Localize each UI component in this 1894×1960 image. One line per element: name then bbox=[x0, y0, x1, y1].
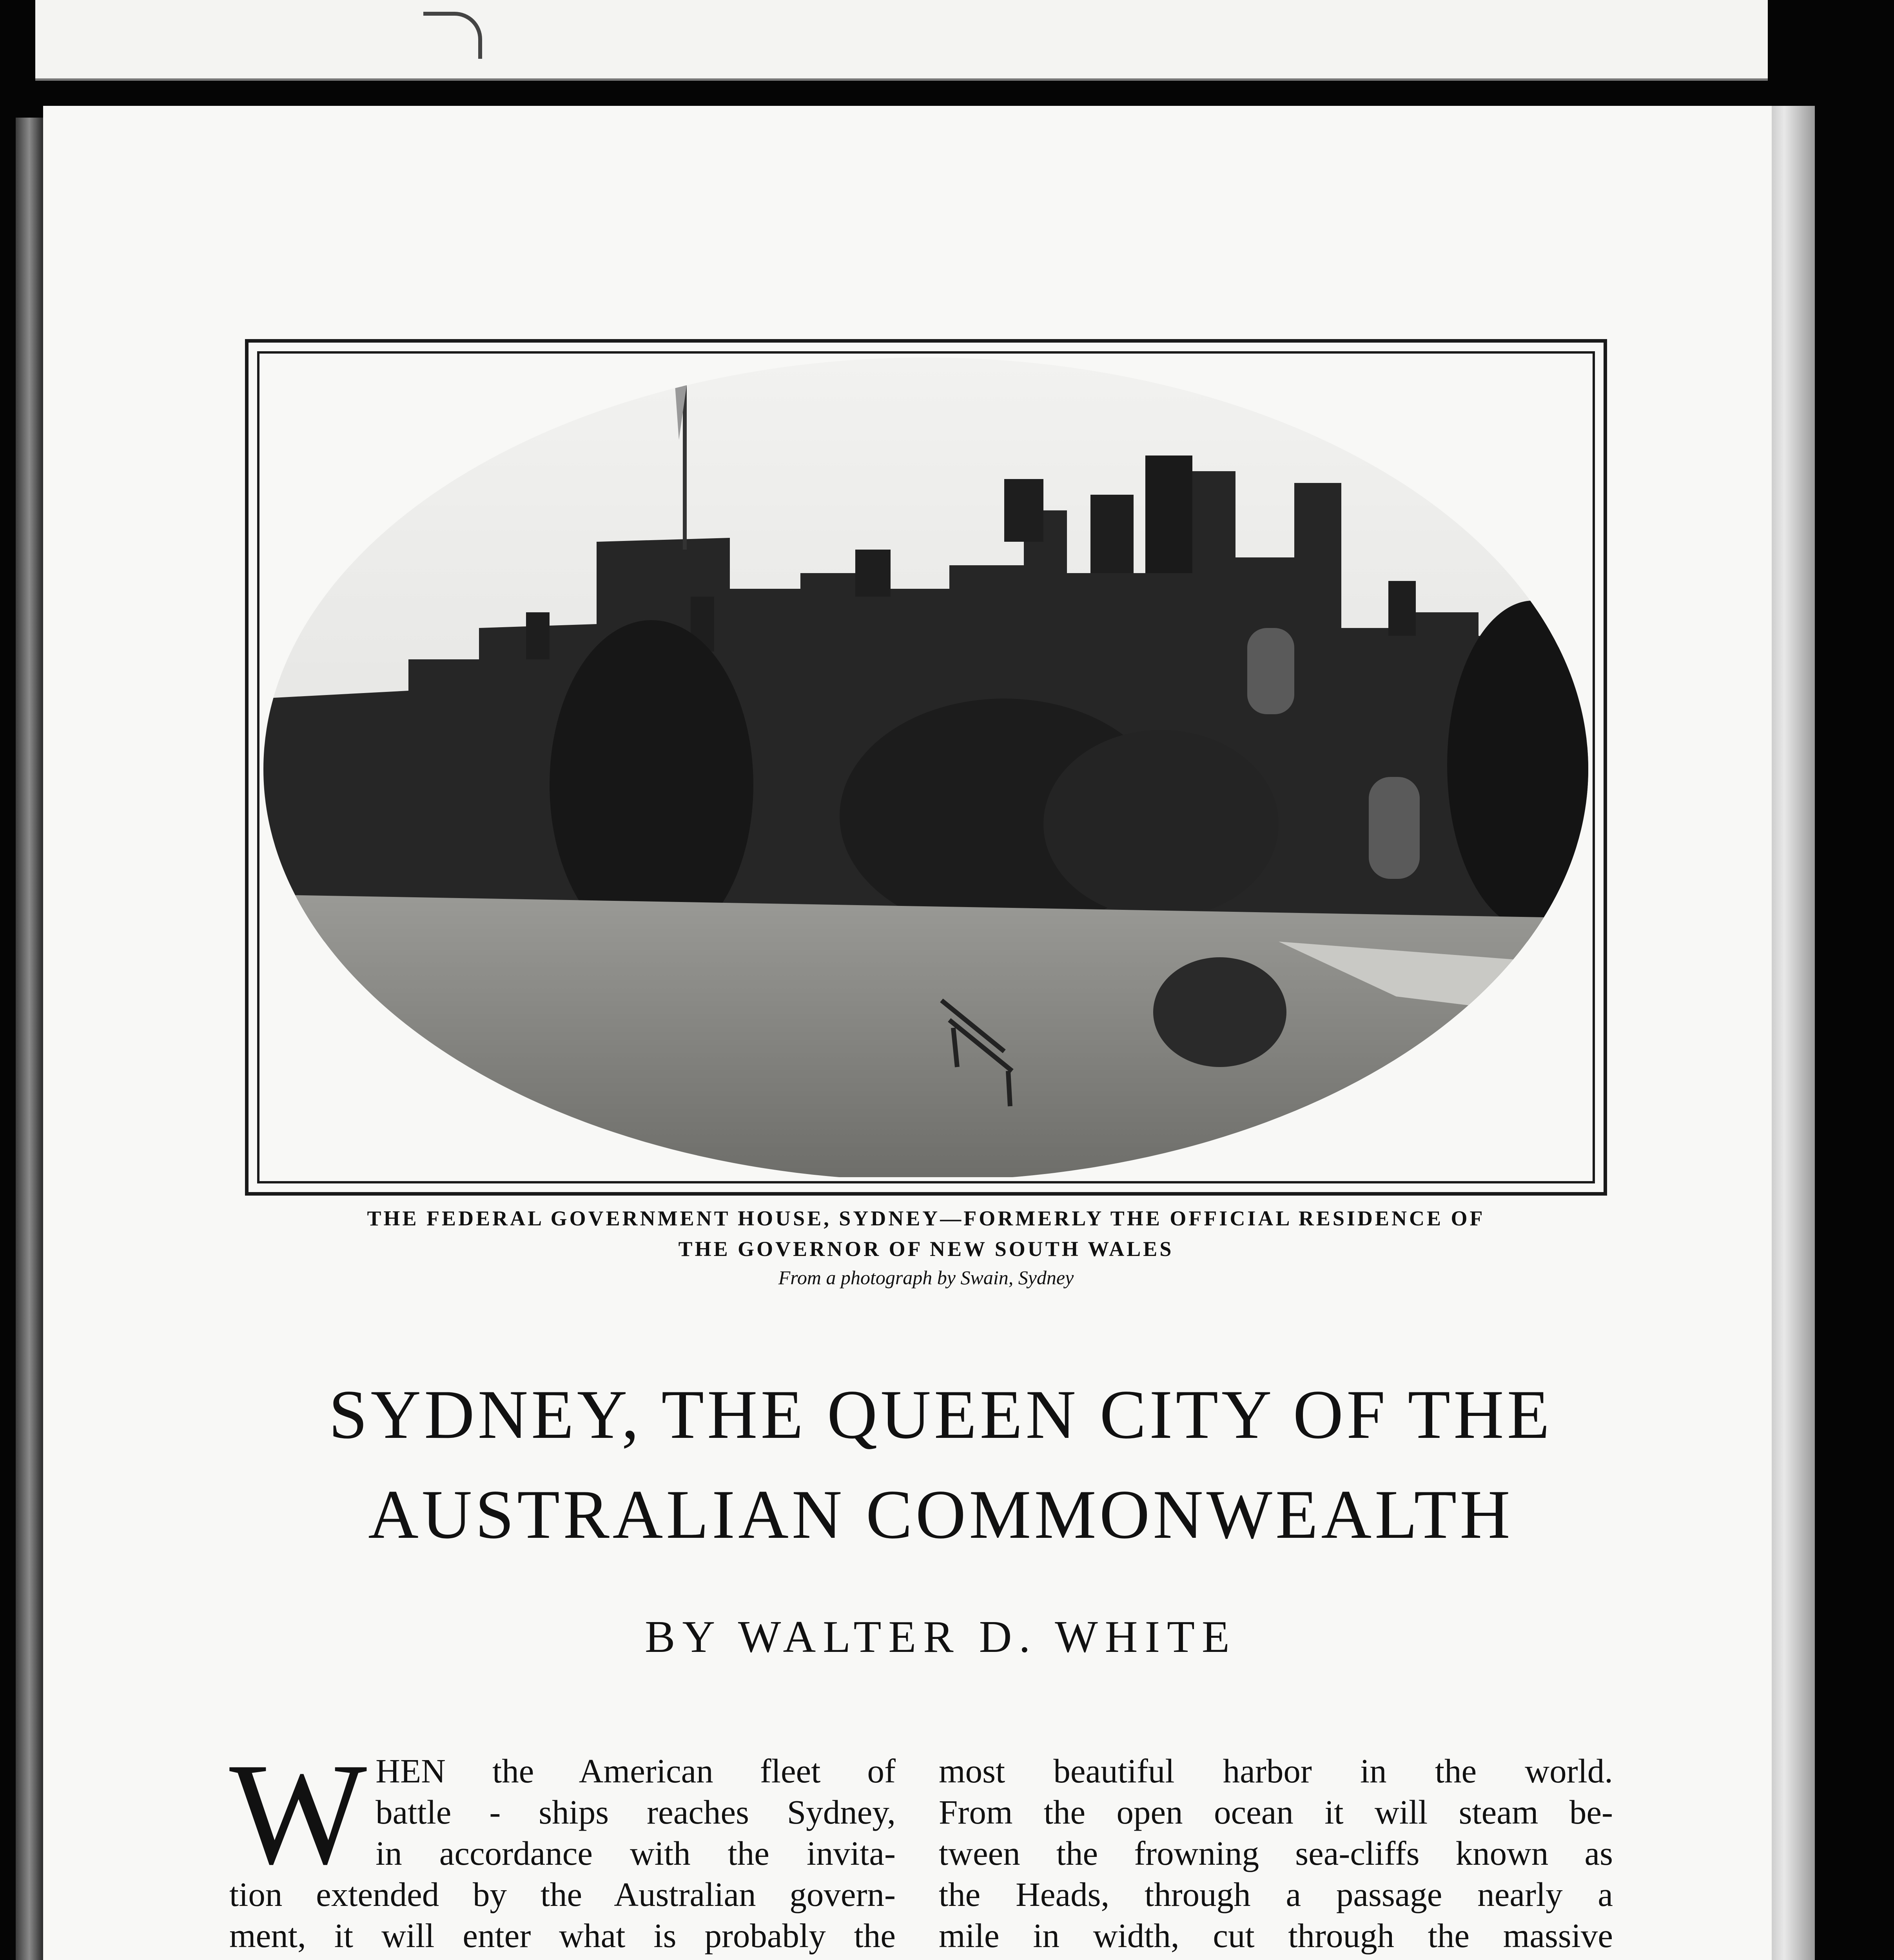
page-corner-mark bbox=[423, 12, 482, 59]
article-title-line1: SYDNEY, THE QUEEN CITY OF THE bbox=[328, 1376, 1553, 1453]
column1-line: battle - ships reaches Sydney, bbox=[376, 1793, 896, 1831]
column1-line: ment, it will enter what is probably the bbox=[229, 1916, 896, 1955]
binding-edge bbox=[16, 118, 43, 1960]
article-byline: BY WALTER D. WHITE bbox=[645, 1612, 1237, 1662]
column2-line: mile in width, cut through the massive bbox=[939, 1916, 1613, 1955]
column1-line: HEN the American fleet of bbox=[376, 1752, 896, 1790]
photo1-caption-line1: THE FEDERAL GOVERNMENT HOUSE, SYDNEY—FORMERLY THE OFFICIAL RESIDENCE OF bbox=[367, 1207, 1485, 1230]
article-column-1 bbox=[229, 1733, 896, 1956]
article-column-2 bbox=[939, 1750, 1613, 1956]
government-house-photo bbox=[257, 351, 1595, 1183]
column1-line: in accordance with the invita- bbox=[376, 1834, 896, 1872]
column2-line: the Heads, through a passage nearly a bbox=[939, 1875, 1613, 1913]
photo1-caption-line2: THE GOVERNOR OF NEW SOUTH WALES bbox=[678, 1237, 1174, 1261]
column2-line: From the open ocean it will steam be- bbox=[939, 1793, 1613, 1831]
column2-line: most beautiful harbor in the world. bbox=[939, 1752, 1613, 1790]
government-house-photo-frame bbox=[245, 339, 1607, 1196]
photo1-credit: From a photograph by Swain, Sydney bbox=[778, 1267, 1074, 1289]
drop-cap: W bbox=[229, 1733, 367, 1895]
column2-line: tween the frowning sea-cliffs known as bbox=[939, 1834, 1613, 1872]
column1-line: tion extended by the Australian govern- bbox=[229, 1875, 896, 1913]
article-title-line2: AUSTRALIAN COMMONWEALTH bbox=[368, 1475, 1513, 1553]
previous-page-edge bbox=[35, 0, 1768, 81]
